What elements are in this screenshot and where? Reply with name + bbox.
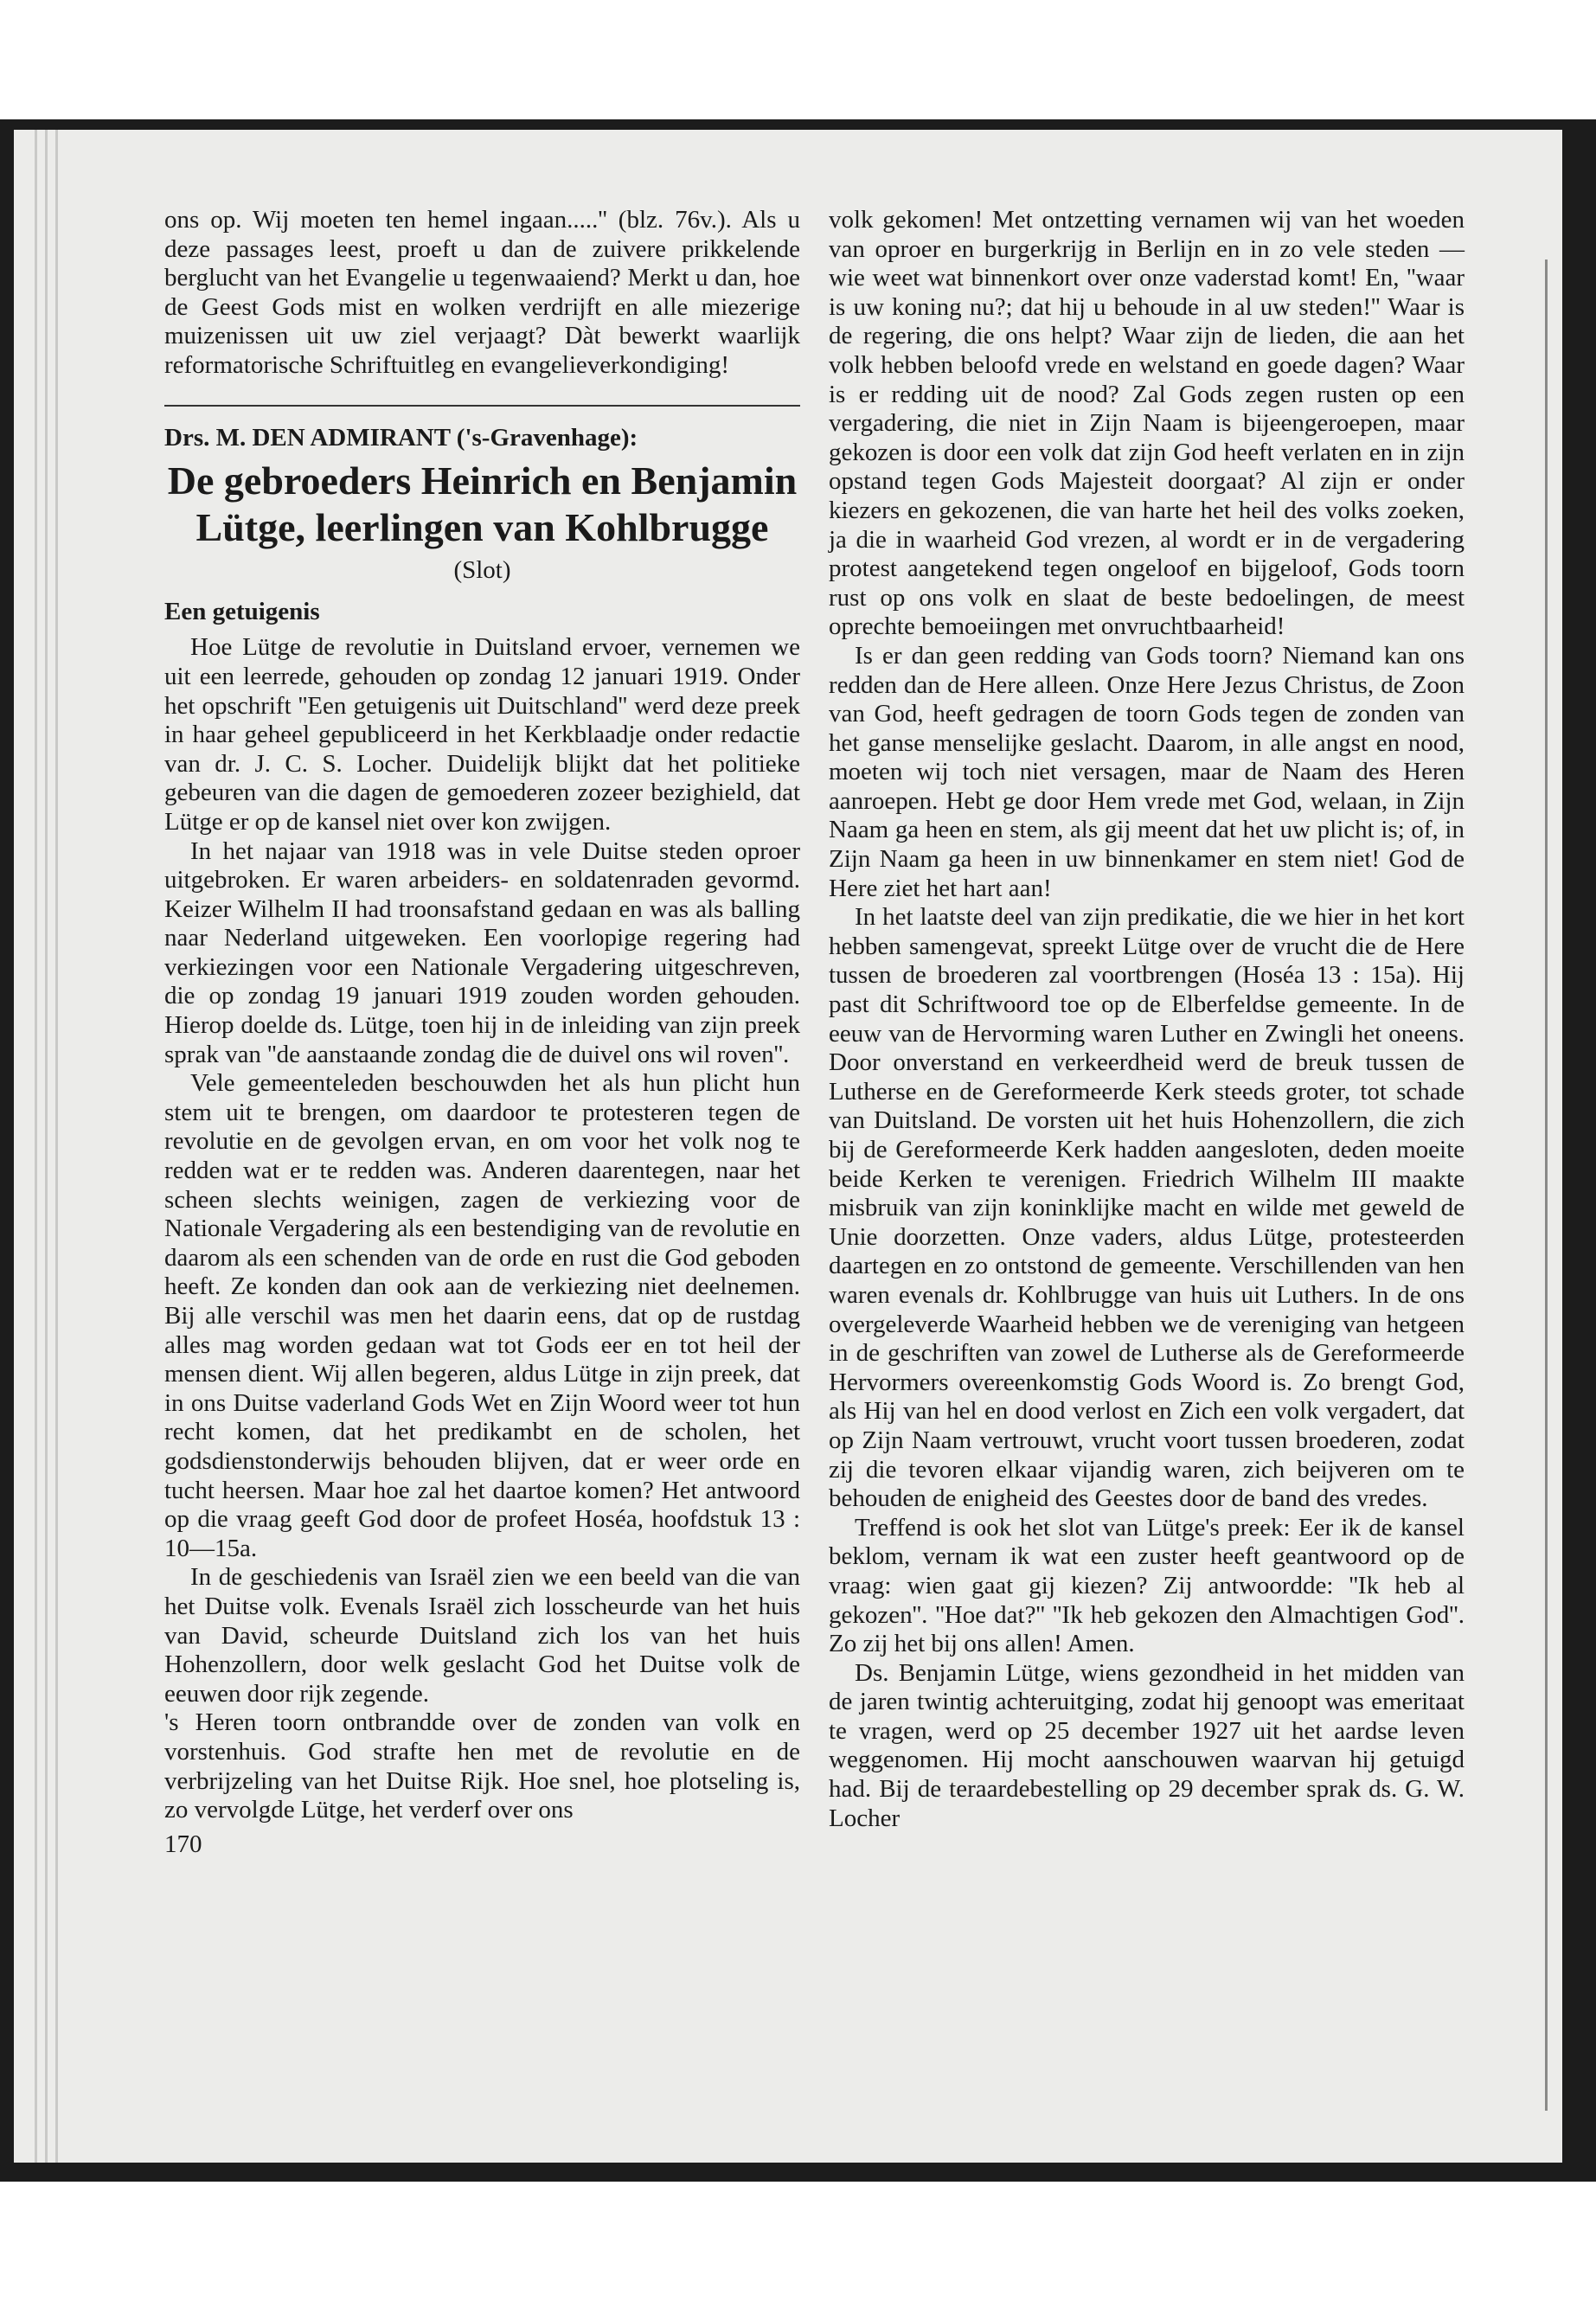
page-fold-shadow (1545, 260, 1548, 2111)
page-edge-line (45, 130, 48, 2163)
right-column (829, 206, 1465, 1833)
body-paragraph: Hoe Lütge de revolutie in Duitsland ervoer, vernemen we uit een leerrede, gehouden op zondag 12 januari 1919. Onder het opschrift ''Een getuigenis uit Duitschland'' werd deze preek in haar geheel gepubliceerd in het Kerkblaadje onder redactie van dr. J. C. S. Locher. Duidelijk blijkt dat het politieke gebeuren van die dagen de gemoederen zozeer bezighield, dat Lütge er op de kansel niet over kon zwijgen. (164, 633, 800, 836)
intro-paragraph: ons op. Wij moeten ten hemel ingaan.....'' (blz. 76v.). Als u deze passages leest, proeft u dan de zuivere prikkelende berglucht van het Evangelie u tegenwaaiend? Merkt u dan, hoe de Geest Gods mist en wolken verdrijft en alle miezerige muizenissen uit uw ziel verjaagt? Dàt bewerkt waarlijk reformatorische Schriftuitleg en evangelieverkondiging! (164, 206, 800, 379)
body-paragraph: In de geschiedenis van Israël zien we een beeld van die van het Duitse volk. Evenals Israël zich losscheurde van het huis van David, scheurde Duitsland zich los van het huis Hohenzollern, door welk geslacht God het Duitse volk de eeuwen door rijk zegende. (164, 1563, 800, 1708)
page-number: 170 (164, 1830, 202, 1858)
body-paragraph: 's Heren toorn ontbrandde over de zonden van volk en vorstenhuis. God strafte hen met de revolutie en de verbrijzeling van het Duitse Rijk. Hoe snel, hoe plotseling is, zo vervolgde Lütge, het verderf over ons (164, 1708, 800, 1824)
title-line-1: De gebroeders Heinrich en Benjamin (167, 458, 798, 503)
body-paragraph: Ds. Benjamin Lütge, wiens gezondheid in het midden van de jaren twintig achteruitging, zodat hij genoopt was emeritaat te vragen, werd op 25 december 1927 uit het aardse leven weggenomen. Hij mocht aanschouwen waarvan hij getuigd had. Bij de teraardebestelling op 29 december sprak ds. G. W. Locher (829, 1658, 1465, 1832)
body-paragraph: Vele gemeenteleden beschouwden het als hun plicht hun stem uit te brengen, om daardoor te protesteren tegen de revolutie en de gevolgen ervan, en om voor het volk nog te redden wat er te redden was. Anderen daarentegen, naar het scheen slechts weinigen, zagen de verkiezing voor de Nationale Vergadering als een bestendiging van de revolutie en daarom als een schenden van de orde en rust die God geboden heeft. Ze konden dan ook aan de verkiezing niet deelnemen. Bij alle verschil was men het daarin eens, dat op de rustdag alles mag worden gedaan wat tot Gods eer en tot heil der mensen dient. Wij allen begeren, aldus Lütge in zijn preek, dat in ons Duitse vaderland Gods Wet en Zijn Woord weer tot hun recht komen, dat het predikambt en de scholen, het godsdienstonderwijs behouden blijven, dat er weer orde en tucht heersen. Maar hoe zal het daartoe komen? Het antwoord op die vraag geeft God door de profeet Hoséa, hoofdstuk 13 : 10—15a. (164, 1069, 800, 1562)
body-paragraph: In het najaar van 1918 was in vele Duitse steden oproer uitgebroken. Er waren arbeiders- en soldatenraden gevormd. Keizer Wilhelm II had troonsafstand gedaan en was als balling naar Nederland uitgeweken. Een voorlopige regering had verkiezingen voor een Nationale Vergadering uitgeschreven, die op zondag 19 januari 1919 zouden worden gehouden. Hierop doelde ds. Lütge, toen hij in de inleiding van zijn preek sprak van ''de aanstaande zondag die de duivel ons wil roven''. (164, 836, 800, 1068)
body-paragraph: In het laatste deel van zijn predikatie, die we hier in het kort hebben samengevat, spreekt Lütge over de vrucht die de Here tussen de broederen zal voortbrengen (Hoséa 13 : 15a). Hij past dit Schriftwoord toe op de Elberfeldse gemeente. In de eeuw van de Hervorming waren Luther en Zwingli het oneens. Door onverstand en verkeerdheid werd de breuk tussen de Lutherse en de Gereformeerde Kerk steeds groter, tot schade van Duitsland. De vorsten uit het huis Hohenzollern, die zich bij de Gereformeerde Kerk hadden aangesloten, deden moeite beide Kerken te verenigen. Friedrich Wilhelm III maakte misbruik van zijn koninklijke macht en wilde met geweld de Unie doorzetten. Onze vaders, aldus Lütge, protesteerden daartegen en zo ontstond de gemeente. Verschillenden van hen waren evenals dr. Kohlbrugge van huis uit Luthers. In de ons overgeleverde Waarheid hebben we de vereniging van hetgeen in de geschriften van zowel de Lutherse als de Gereformeerde Hervormers overeenkomstig Gods Woord is. Zo brengt God, als Hij van hel en dood verlost en Zich een volk vergadert, dat op Zijn Naam vertrouwt, vrucht voort tussen broederen, zodat zij die tevoren elkaar vijandig waren, zich beijveren om te behouden de enigheid des Geestes door de band des vredes. (829, 903, 1465, 1513)
article-author: Drs. M. DEN ADMIRANT ('s-Gravenhage): (164, 423, 638, 452)
article-subtitle: (Slot) (453, 556, 511, 585)
body-paragraph: Is er dan geen redding van Gods toorn? Niemand kan ons redden dan de Here alleen. Onze Here Jezus Christus, de Zoon van God, heeft gedragen de toorn Gods tegen de zonden van het ganse menselijke geslacht. Daarom, in alle angst en nood, moeten wij toch niet versagen, maar de Naam des Heren aanroepen. Hebt ge door Hem vrede met God, welaan, in Zijn Naam ga heen en stem, als gij meent dat het uw plicht is; of, in Zijn Naam ga heen in uw binnenkamer en stem niet! God de Here ziet het hart aan! (829, 641, 1465, 902)
section-divider (164, 405, 800, 407)
title-line-2: Lütge, leerlingen van Kohlbrugge (195, 505, 769, 550)
body-paragraph: volk gekomen! Met ontzetting vernamen wij van het woeden van oproer en burgerkrijg in Berlijn en in zo vele steden — wie weet wat binnenkort over onze vaderstad komt! En, ''waar is uw koning nu?; dat hij u behoude in al uw steden!'' Waar is de regering, die ons helpt? Waar zijn de lieden, die aan het volk hebben beloofd vrede en welstand en goede dagen? Waar is er redding uit de nood? Zal Gods zegen rusten op een vergadering, die niet in Zijn Naam is bijeengeroepen, maar gekozen is door een volk dat zijn God heeft verlaten en in zijn opstand tegen Gods Majesteit doorgaat? Al zijn er onder kiezers en gekozenen, die van harte het heil des volks zoeken, ja die in waarheid God vrezen, al wordt er in de vergadering protest aangetekend tegen ongeloof en bijgeloof, Gods toorn rust op ons volk en slaat de beste bedoelingen, de meest oprechte bemoeiingen met onvruchtbaarheid! (829, 206, 1465, 641)
body-paragraph: Treffend is ook het slot van Lütge's preek: Eer ik de kansel beklom, vernam ik wat een zuster heeft geantwoord op de vraag: wien gaat gij kiezen? Zij antwoordde: ''Ik heb al gekozen''. ''Hoe dat?'' ''Ik heb gekozen den Almachtigen God''. Zo zij het bij ons allen! Amen. (829, 1513, 1465, 1658)
left-column (164, 206, 800, 1859)
page-edge-line (35, 130, 37, 2163)
article-title (164, 458, 800, 551)
page-edge-line (55, 130, 58, 2163)
section-heading: Een getuigenis (164, 597, 320, 625)
